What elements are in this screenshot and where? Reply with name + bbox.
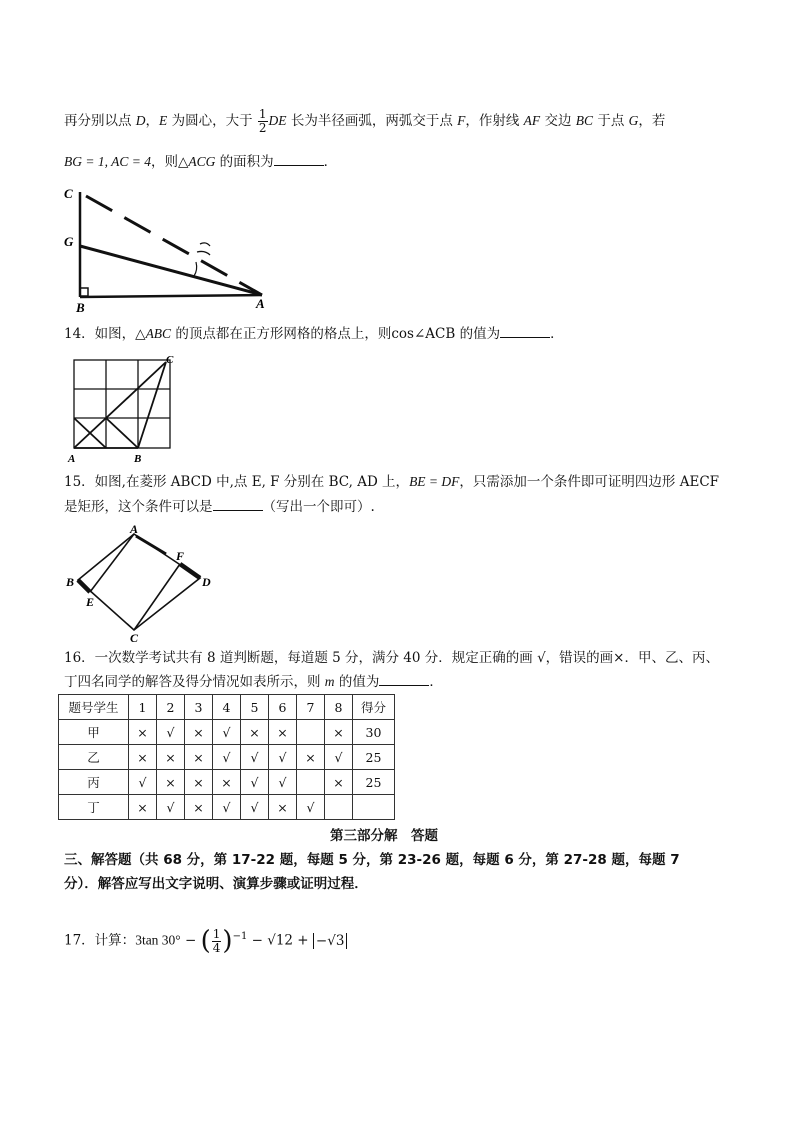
segment-af-bold	[136, 536, 166, 554]
label-a: A	[68, 453, 76, 464]
triangle-abc	[74, 362, 166, 448]
label-d: D	[202, 575, 211, 589]
label-b: B	[66, 575, 75, 589]
answer-blank[interactable]	[379, 672, 429, 686]
angle-arc	[194, 262, 197, 276]
answer-blank[interactable]	[274, 152, 324, 166]
part3-instructions-line2: 分）．解答应写出文字说明、演算步骤或证明过程．	[64, 876, 368, 892]
label-f: F	[176, 549, 185, 563]
label-b: B	[76, 300, 85, 315]
answer-blank[interactable]	[500, 324, 550, 338]
label-e: E	[86, 595, 95, 609]
q14-figure	[62, 352, 182, 464]
q16-line2: 丁四名同学的解答及得分情况如表所示，则 m 的值为 ．	[64, 674, 443, 690]
q17-expression: 17．计算：3tan 30° − ( $\frac{1}{4}$ )$^{-1}$ − √12 + −√3	[64, 920, 347, 958]
segment-be	[78, 580, 90, 592]
q16-line1: 16．一次数学考试共有 8 道判断题，每道题 5 分，满分 40 分．规定正确的画 √，错误的画×．甲、乙、丙、	[64, 650, 719, 666]
table-row: 乙 × × × √ √ √ × √ 25	[59, 745, 395, 770]
part3-title: 第三部分解 答题	[330, 828, 438, 844]
q15-line1: 15．如图,在菱形 ABCD 中,点 E, F 分别在 BC, AD 上，BE = DF，只需添加一个条件即可证明四边形 AECF	[64, 474, 720, 490]
q15-figure	[62, 524, 222, 642]
part3-instructions-line1: 三、解答题（共 68 分，第 17-22 题，每题 5 分，第 23-26 题，每题 6 分，第 27-28 题，每题 7	[64, 852, 680, 868]
right-paren: )	[222, 926, 233, 956]
answer-blank[interactable]	[213, 497, 263, 511]
label-c: C	[166, 354, 174, 366]
label-a: A	[256, 296, 265, 311]
side-ba	[80, 295, 262, 297]
label-c: C	[130, 631, 139, 642]
q14-text: 14．如图，△ABC 的顶点都在正方形网格的格点上，则cos∠ACB 的值为 ．	[64, 326, 564, 342]
q13-line1: 再分别以点 D，E 为圆心，大于 $\frac{1}{2}$ DE 长为半径画弧，两弧交于点 F，作射线 AF 交边 BC 于点 G，若	[64, 107, 666, 135]
label-b: B	[134, 453, 142, 464]
table-row: 甲 × √ × √ × × × 30	[59, 720, 395, 745]
q15-line2: 是矩形，这个条件可以是 （写出一个即可）.	[64, 499, 375, 515]
fraction-half: $\frac{1}{2}$	[258, 107, 267, 135]
q13-line2: BG = 1, AC = 4，则△ACG 的面积为 ．	[64, 154, 338, 170]
side-ca-dashed	[86, 196, 262, 295]
table-header-row: 题号学生 1 2 3 4 5 6 7 8 得分	[59, 695, 395, 720]
absolute-value: −√3	[313, 933, 348, 949]
score-table	[58, 694, 395, 820]
label-g: G	[64, 234, 74, 249]
fraction-quarter: $\frac{1}{4}$	[212, 926, 221, 955]
table-row: 丁 × √ × √ √ × √	[59, 795, 395, 820]
q13-figure	[58, 180, 278, 316]
arc-mark	[197, 243, 210, 255]
ray-ag	[80, 246, 262, 295]
left-paren: (	[200, 926, 211, 956]
label-a: A	[130, 524, 139, 536]
label-c: C	[64, 186, 73, 201]
segment-df	[180, 564, 200, 578]
table-row: 丙 √ × × × √ √ × 25	[59, 770, 395, 795]
